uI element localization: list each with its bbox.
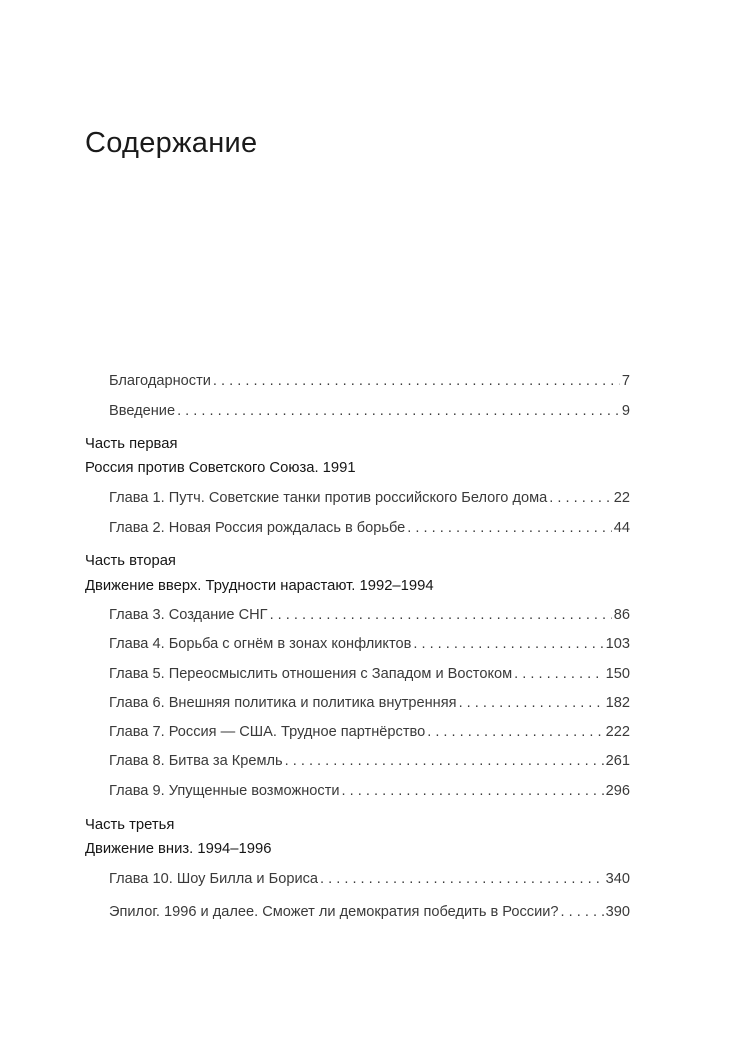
toc-entry-chapter-8[interactable] [109, 750, 630, 772]
toc-entry-introduction[interactable] [109, 400, 630, 422]
toc-entry-chapter-9[interactable] [109, 780, 630, 802]
toc-entry-chapter-3[interactable] [109, 604, 630, 626]
dot-leader [342, 780, 604, 802]
part-2-label: Часть вторая [85, 553, 176, 569]
dot-leader [213, 370, 620, 392]
toc-entry-chapter-10[interactable] [109, 868, 630, 890]
toc-entry-label: Глава 2. Новая Россия рождалась в борьбе [109, 520, 406, 536]
dot-leader [549, 487, 612, 509]
toc-entry-label: Глава 3. Создание СНГ [109, 607, 268, 623]
part-1-title: Россия против Советского Союза. 1991 [85, 460, 356, 476]
toc-entry-label: Введение [109, 403, 176, 419]
toc-entry-label: Глава 6. Внешняя политика и политика внутренняя [109, 695, 457, 711]
part-1-label: Часть первая [85, 436, 178, 452]
toc-entry-page: 390 [605, 904, 630, 920]
dot-leader [285, 750, 604, 772]
toc-entry-page: 22 [613, 490, 630, 506]
toc-entry-chapter-6[interactable] [109, 692, 630, 714]
toc-entry-page: 9 [621, 403, 630, 419]
page-title: Содержание [85, 127, 258, 159]
dot-leader [413, 633, 603, 655]
toc-entry-chapter-5[interactable] [109, 663, 630, 685]
toc-entry-label: Глава 7. Россия — США. Трудное партнёрство [109, 724, 426, 740]
toc-entry-page: 103 [605, 636, 630, 652]
toc-entry-label: Глава 5. Переосмыслить отношения с Западом и Востоком [109, 666, 513, 682]
toc-entry-chapter-2[interactable] [109, 517, 630, 539]
dot-leader [561, 901, 604, 923]
toc-entry-page: 86 [613, 607, 630, 623]
dot-leader [427, 721, 603, 743]
toc-entry-page: 44 [613, 520, 630, 536]
toc-entry-label: Глава 9. Упущенные возможности [109, 783, 340, 799]
toc-entry-chapter-1[interactable] [109, 487, 630, 509]
dot-leader [177, 400, 620, 422]
toc-entry-page: 182 [605, 695, 630, 711]
toc-entry-page: 296 [605, 783, 630, 799]
toc-entry-chapter-7[interactable] [109, 721, 630, 743]
part-3-label: Часть третья [85, 817, 175, 833]
toc-entry-page: 150 [605, 666, 630, 682]
toc-entry-page: 261 [605, 753, 630, 769]
toc-entry-label: Глава 8. Битва за Кремль [109, 753, 283, 769]
dot-leader [514, 663, 604, 685]
dot-leader [270, 604, 612, 626]
part-3-title: Движение вниз. 1994–1996 [85, 841, 272, 857]
dot-leader [459, 692, 604, 714]
toc-entry-label: Благодарности [109, 373, 211, 389]
toc-entry-page: 7 [621, 373, 630, 389]
toc-entry-chapter-4[interactable] [109, 633, 630, 655]
dot-leader [320, 868, 604, 890]
toc-entry-label: Глава 4. Борьба с огнём в зонах конфликтов [109, 636, 412, 652]
toc-entry-page: 340 [605, 871, 630, 887]
toc-entry-label: Глава 1. Путч. Советские танки против российского Белого дома [109, 490, 548, 506]
toc-entry-page: 222 [605, 724, 630, 740]
toc-entry-label: Эпилог. 1996 и далее. Сможет ли демократия победить в России? [109, 904, 559, 920]
dot-leader [407, 517, 611, 539]
toc-entry-label: Глава 10. Шоу Билла и Бориса [109, 871, 319, 887]
toc-entry-acknowledgements[interactable] [109, 370, 630, 392]
toc-entry-epilogue[interactable] [109, 901, 630, 923]
part-2-title: Движение вверх. Трудности нарастают. 1992–1994 [85, 578, 434, 594]
